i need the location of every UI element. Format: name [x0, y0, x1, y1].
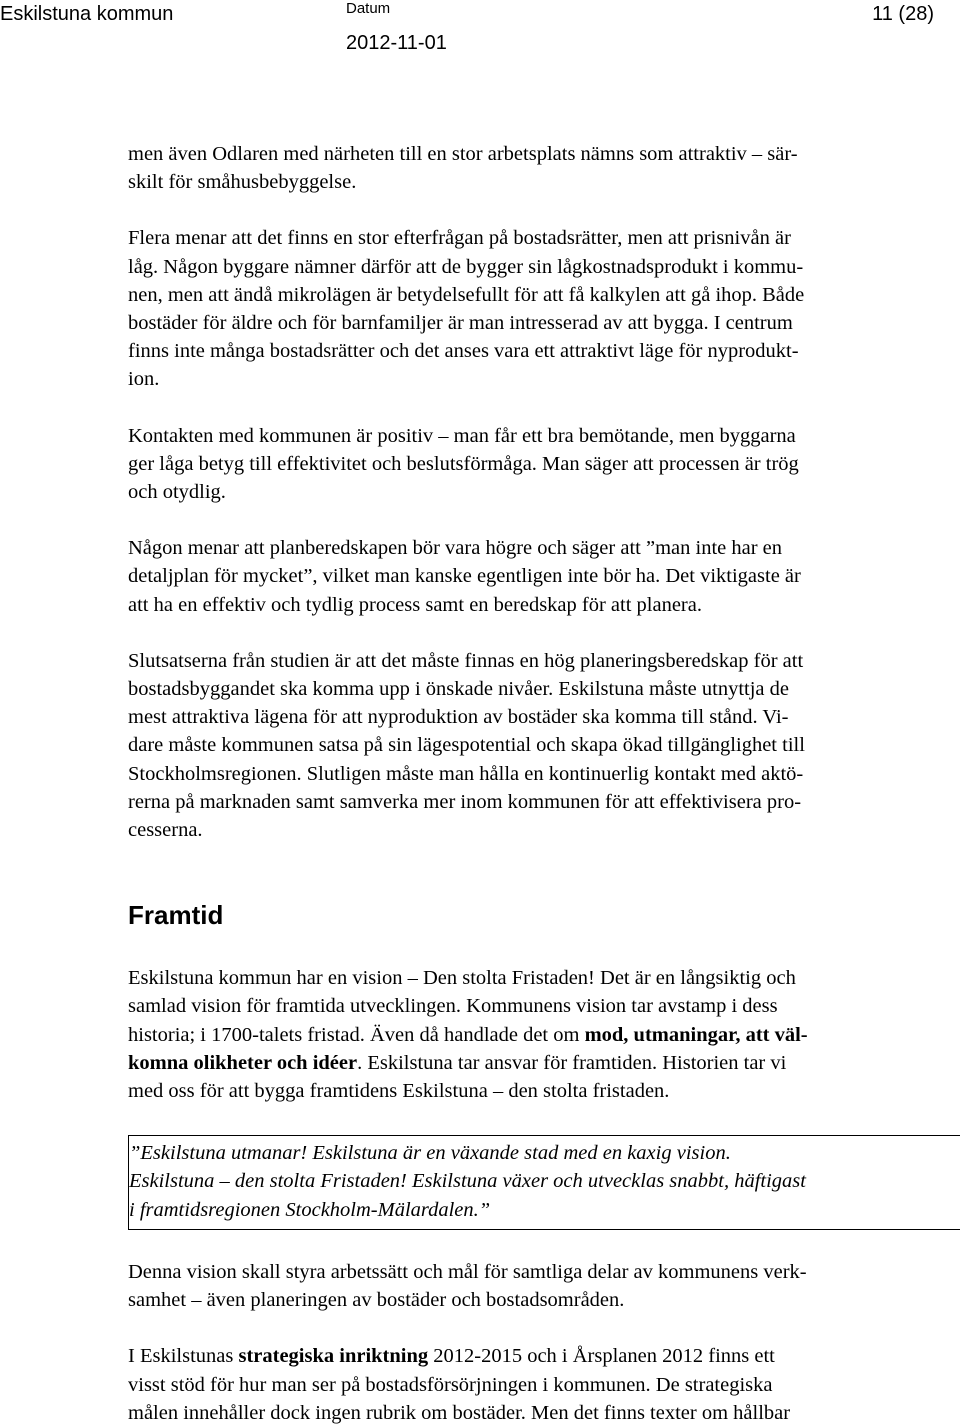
- text-run: 2012-2015 och i Årsplanen 2012 finns ett: [428, 1345, 775, 1368]
- text-line: visst stöd för hur man ser på bostadsförsörjningen i kommunen. De strategiska: [128, 1373, 773, 1396]
- text-line: ion.: [128, 368, 160, 391]
- text-line: [128, 1021, 928, 1049]
- bold-text: komna olikheter och idéer: [128, 1051, 358, 1074]
- text-line: låg. Någon byggare nämner därför att de bygger sin lågkostnadsprodukt i kommu-: [128, 255, 804, 278]
- text-line: Någon menar att planberedskapen bör vara högre och säger att ”man inte har en: [128, 537, 783, 560]
- paragraph: [128, 1342, 928, 1427]
- text-line: mest attraktiva lägena för att nyproduktion av bostäder ska komma till stånd. Vi-: [128, 706, 789, 729]
- paragraph: [128, 534, 928, 619]
- document-body: [128, 140, 928, 1427]
- text-line: samlad vision för framtida utvecklingen. Kommunens vision tar avstamp i dess: [128, 995, 778, 1018]
- text-line: [128, 1049, 928, 1077]
- text-line: och otydlig.: [128, 481, 226, 504]
- section-heading: Framtid: [128, 900, 224, 931]
- paragraph: [128, 422, 928, 507]
- text-line: målen innehåller dock ingen rubrik om bostäder. Men det finns texter om hållbar: [128, 1401, 791, 1424]
- paragraph: [128, 1258, 928, 1314]
- text-line: Stockholmsregionen. Slutligen måste man hålla en kontinuerlig kontakt med aktö-: [128, 762, 804, 785]
- text-run: I Eskilstunas: [128, 1345, 239, 1368]
- text-line: detaljplan för mycket”, vilket man kanske egentligen inte bör ha. Det viktigaste är: [128, 565, 801, 588]
- text-line: rerna på marknaden samt samverka mer inom kommunen för att effektivisera pro-: [128, 790, 802, 813]
- text-line: finns inte många bostadsrätter och det anses vara ett attraktivt läge för nyprodukt-: [128, 340, 799, 363]
- text-line: bostäder för äldre och för barnfamiljer är man intresserad av att bygga. I centrum: [128, 312, 793, 335]
- text-line: Kontakten med kommunen är positiv – man får ett bra bemötande, men byggarna: [128, 424, 796, 447]
- text-line: med oss för att bygga framtidens Eskilstuna – den stolta fristaden.: [128, 1080, 670, 1103]
- text-line: Eskilstuna kommun har en vision – Den stolta Fristaden! Det är en långsiktig och: [128, 967, 796, 990]
- paragraph: [129, 1139, 960, 1224]
- text-run: historia; i 1700-talets fristad. Även då handlade det om: [128, 1023, 585, 1046]
- paragraph: [128, 224, 928, 393]
- bold-text: strategiska inriktning: [238, 1345, 429, 1368]
- text-line: Slutsatserna från studien är att det måste finnas en hög planeringsberedskap för att: [128, 649, 804, 672]
- text-line: ger låga betyg till effektivitet och beslutsförmåga. Man säger att processen är trög: [128, 452, 799, 475]
- page-number: 11 (28): [872, 3, 934, 25]
- text-line: Denna vision skall styra arbetssätt och mål för samtliga delar av kommunens verk-: [128, 1260, 807, 1283]
- date-label: Datum: [346, 0, 391, 17]
- text-line: cesserna.: [128, 819, 203, 842]
- paragraph: [128, 140, 928, 196]
- text-line: Eskilstuna – den stolta Fristaden! Eskilstuna växer och utvecklas snabbt, häftigast: [129, 1170, 806, 1193]
- text-line: dare måste kommunen satsa på sin lägespotential och skapa ökad tillgänglighet till: [128, 734, 805, 757]
- text-line: [128, 1342, 928, 1370]
- paragraph: [128, 647, 928, 844]
- text-line: nen, men att ändå mikrolägen är betydelsefullt för att få kalkylen att gå ihop. Både: [128, 283, 805, 306]
- organization-name: Eskilstuna kommun: [0, 3, 174, 25]
- text-run: . Eskilstuna tar ansvar för framtiden. Historien tar vi: [357, 1051, 787, 1074]
- date-value: 2012-11-01: [346, 32, 447, 54]
- text-line: bostadsbyggandet ska komma upp i önskade nivåer. Eskilstuna måste utnyttja de: [128, 678, 790, 701]
- bold-text: mod, utmaningar, att väl-: [584, 1023, 808, 1046]
- text-line: samhet – även planeringen av bostäder och bostadsområden.: [128, 1289, 625, 1312]
- page-header: [0, 0, 960, 60]
- text-line: i framtidsregionen Stockholm-Mälardalen.”: [129, 1198, 491, 1221]
- text-line: att ha en effektiv och tydlig process samt en beredskap för att planera.: [128, 593, 702, 616]
- text-line: skilt för småhusbebyggelse.: [128, 171, 357, 194]
- text-line: men även Odlaren med närheten till en stor arbetsplats nämns som attraktiv – sär-: [128, 143, 798, 165]
- text-line: Flera menar att det finns en stor efterfrågan på bostadsrätter, men att prisnivån är: [128, 227, 791, 250]
- vision-quote-box: [128, 1135, 960, 1230]
- paragraph: [128, 964, 928, 1105]
- text-line: ”Eskilstuna utmanar! Eskilstuna är en växande stad med en kaxig vision.: [129, 1142, 731, 1165]
